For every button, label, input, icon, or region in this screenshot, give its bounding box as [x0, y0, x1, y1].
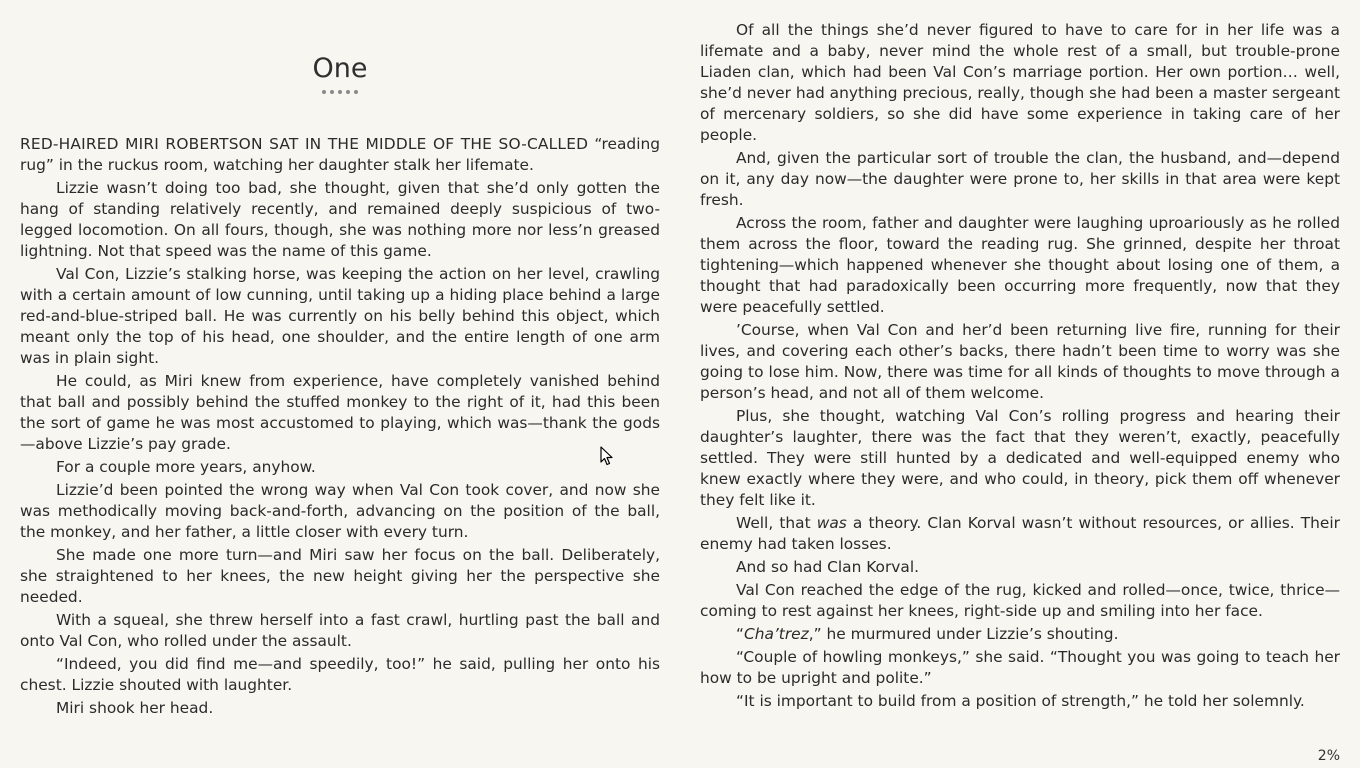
paragraph: She made one more turn—and Miri saw her focus on the ball. Deliberately, she straightened to her knees, the new height giving her the perspective she needed. [20, 546, 660, 606]
paragraph: Miri shook her head. [56, 699, 214, 717]
paragraph: Lizzie wasn’t doing too bad, she thought, given that she’d only gotten the hang of standing relatively recently, and remained deeply suspicious of two-legged locomotion. On all fours, though, she was nothing more nor less’n greased lightning. Not that speed was the name of this game. [20, 179, 660, 260]
ornament-dot [346, 90, 350, 94]
paragraph: Val Con, Lizzie’s stalking horse, was keeping the action on her level, crawling with a certain amount of low cunning, until taking up a hiding place behind a large red-and-blue-striped ball. He was currently on his belly behind this object, which meant only the top of his head, one shoulder, and the entire length of one arm was in plain sight. [20, 265, 660, 367]
paragraph: And so had Clan Korval. [736, 558, 919, 576]
text-run: ,” he murmured under Lizzie’s shouting. [808, 625, 1119, 643]
paragraph: And, given the particular sort of trouble the clan, the husband, and—depend on it, any day now—the daughter were prone to, her skills in that area were kept fresh. [700, 149, 1340, 209]
italic-text: was [816, 514, 847, 532]
paragraph: He could, as Miri knew from experience, have completely vanished behind that ball and possibly behind the stuffed monkey to the right of it, had this been the sort of game he was most accustomed to playing, which was—thank the gods—above Lizzie’s pay grade. [20, 372, 660, 453]
paragraph: Of all the things she’d never figured to have to care for in her life was a lifemate and a baby, never mind the whole rest of a small, but trouble-prone Liaden clan, which had been Val Con’s marriage portion. Her own portion… well, she’d never had anything precious, really, though she had been a master sergeant of mercenary soldiers, so she did have some experience in taking care of her people. [700, 21, 1340, 144]
paragraph: Lizzie’d been pointed the wrong way when Val Con took cover, and now she was methodically moving back-and-forth, advancing on the position of the ball, the monkey, and her father, a little closer with every turn. [20, 481, 660, 541]
text-run: “ [736, 625, 744, 643]
paragraph: Plus, she thought, watching Val Con’s rolling progress and hearing their daughter’s laughter, there was the fact that they weren’t, exactly, peacefully settled. They were still hunted by a dedicated and well-equipped enemy who knew exactly where they were, and who could, in theory, pick them off whenever they felt like it. [700, 407, 1340, 509]
chapter-ornament [20, 90, 660, 104]
opening-small-caps: RED-HAIRED MIRI ROBERTSON SAT IN THE MIDDLE OF THE SO-CALLED [20, 135, 589, 153]
paragraph: For a couple more years, anyhow. [56, 458, 316, 476]
ornament-dot [330, 90, 334, 94]
paragraph: “Indeed, you did find me—and speedily, too!” he said, pulling her onto his chest. Lizzie shouted with laughter. [20, 655, 660, 694]
paragraph [700, 624, 1340, 645]
text-run: a theory. Clan Korval wasn’t without resources, or allies. Their enemy had taken losses. [700, 514, 1340, 553]
italic-text: Cha’trez [743, 625, 809, 643]
right-page [700, 20, 1340, 714]
ornament-dot [322, 90, 326, 94]
mouse-pointer-icon [600, 446, 614, 466]
paragraph: “It is important to build from a position of strength,” he told her solemnly. [736, 692, 1305, 710]
text-run: Well, that [736, 514, 817, 532]
opening-paragraph [20, 134, 660, 176]
chapter-title: One [312, 53, 368, 84]
paragraph: ’Course, when Val Con and her’d been returning live fire, running for their lives, and covering each other’s backs, there hadn’t been time to worry was she going to lose him. Now, there was time for all kinds of thoughts to move through a person’s head, and not all of them welcome. [700, 321, 1340, 402]
paragraph [700, 513, 1340, 555]
ornament-dot [354, 90, 358, 94]
paragraph: “Couple of howling monkeys,” she said. “Thought you was going to teach her how to be upright and polite.” [700, 648, 1340, 687]
opening-rest: “reading rug” in the ruckus room, watching her daughter stalk her lifemate. [20, 135, 661, 174]
paragraph: Val Con reached the edge of the rug, kicked and rolled—once, twice, thrice—coming to rest against her knees, right-side up and smiling into her face. [700, 581, 1340, 620]
reading-progress-percent: 2% [1317, 748, 1340, 764]
ornament-dot [338, 90, 342, 94]
left-page [20, 0, 660, 721]
paragraph: With a squeal, she threw herself into a fast crawl, hurtling past the ball and onto Val Con, who rolled under the assault. [20, 611, 660, 650]
paragraph: Across the room, father and daughter were laughing uproariously as he rolled them across the floor, toward the reading rug. She grinned, despite her throat tightening—which happened whenever she thought about losing one of them, a thought that had paradoxically been occurring more frequently, now that they were peacefully settled. [700, 214, 1340, 316]
